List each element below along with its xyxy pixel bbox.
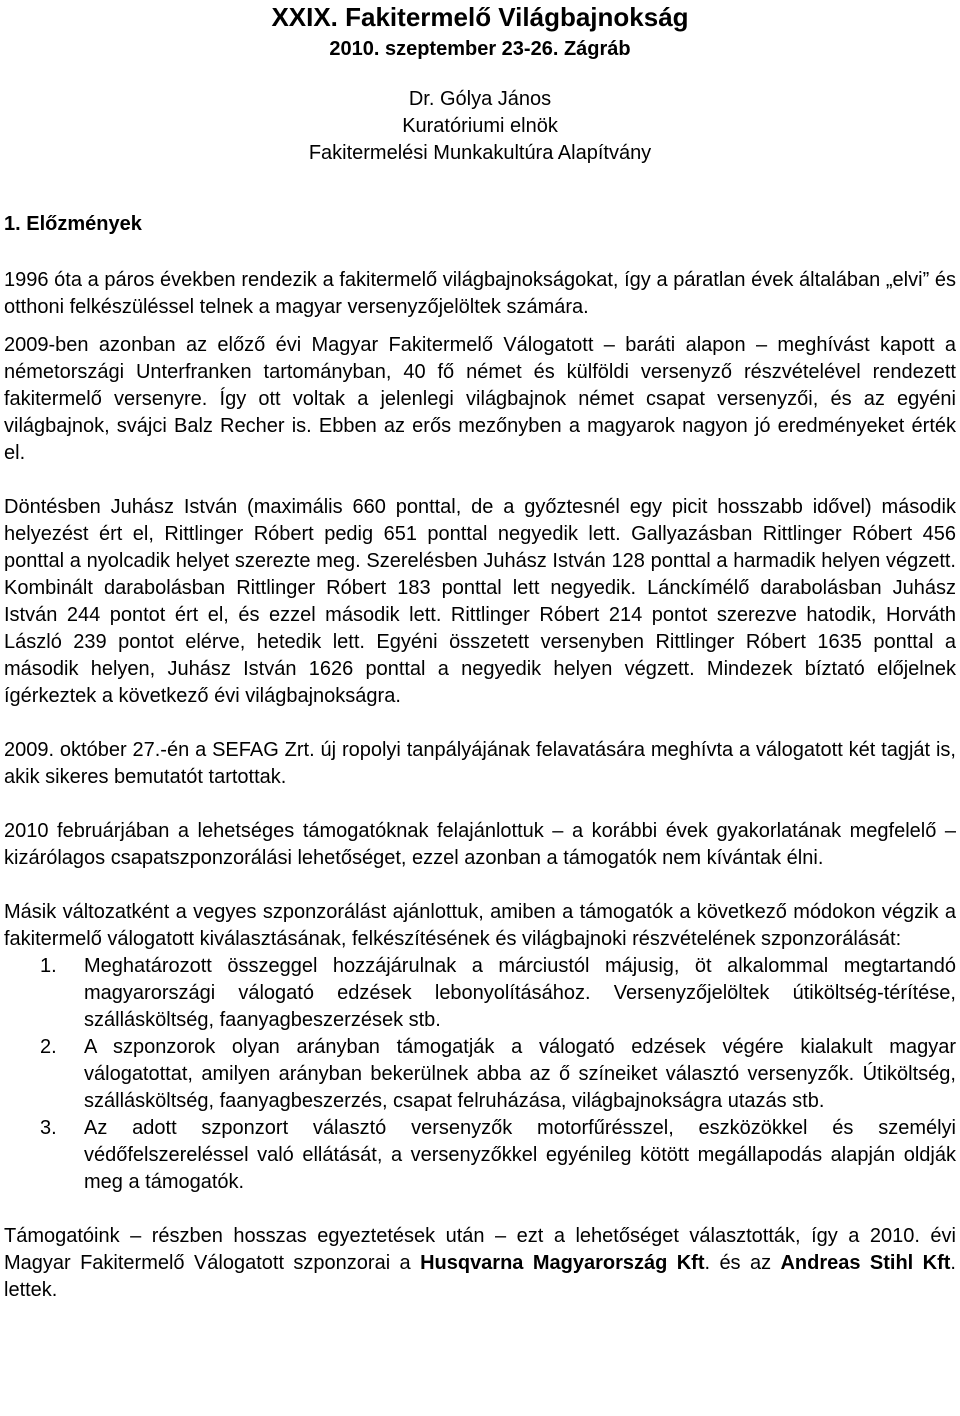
list-item bbox=[4, 1115, 956, 1196]
paragraph-sponsorship-offer: 2010 februárjában a lehetséges támogatóknak felajánlottuk – a korábbi évek gyakorlatának megfelelő – kizárólagos csapatszponzorálási lehetőséget, ezzel azonban a támogatók nem kívántak élni. bbox=[4, 820, 956, 869]
sponsors-text-mid: . és az bbox=[704, 1252, 781, 1274]
section-heading: 1. Előzmények bbox=[4, 213, 142, 235]
list-item-text: A szponzorok olyan arányban támogatják a válogató edzések végére kialakult magyar válogatottat, amilyen arányban bekerülnek abba az ő színeiket választó versenyzők. Útiköltség, szállásköltség, faanyagbeszerzés, csapat felruházása, világbajnokságra utazás stb. bbox=[84, 1036, 956, 1112]
author-role: Kuratóriumi elnök bbox=[402, 115, 558, 137]
paragraph-sponsors-result bbox=[4, 1223, 956, 1304]
document-subtitle: 2010. szeptember 23-26. Zágráb bbox=[329, 38, 631, 60]
paragraph-sefag: 2009. október 27.-én a SEFAG Zrt. új ropolyi tanpályájának felavatására meghívta a válogatott két tagját is, akik sikeres bemutatót tartottak. bbox=[4, 739, 956, 788]
list-item-text: Az adott szponzort választó versenyzők motorfűrésszel, eszközökkel és személyi védőfelszereléssel való ellátását, a versenyzőkkel egyénileg kötött megállapodás alapján oldják meg a támogatók. bbox=[84, 1117, 956, 1193]
author-block bbox=[4, 86, 956, 167]
paragraph-2009-competition: 2009-ben azonban az előző évi Magyar Fakitermelő Válogatott – baráti alapon – meghívást kapott a németországi Unterfranken tartományban, 40 fő német és külföldi versenyző részvételével rendezett fakitermelő versenyre. Így ott voltak a jelenlegi világbajnok német csapat versenyzői, és az egyéni világbajnok, svájci Balz Recher is. Ebben az erős mezőnyben a magyarok nagyon jó eredményeket érték el. bbox=[4, 334, 956, 464]
paragraph-intro: 1996 óta a páros években rendezik a fakitermelő világbajnokságokat, így a páratlan évek általában „elvi” és otthoni felkészüléssel telnek a magyar versenyzőjelöltek számára. bbox=[4, 269, 956, 318]
paragraph-results: Döntésben Juhász István (maximális 660 ponttal, de a győztesnél egy picit hosszabb idővel) második helyezést ért el, Rittlinger Róbert pedig 651 ponttal negyedik lett. Gallyazásban Rittlinger Róbert 456 ponttal a nyolcadik helyet szerezte meg. Szerelésben Juhász István 128 ponttal a harmadik helyen végzett. Kombinált darabolásban Rittlinger Róbert 183 ponttal lett negyedik. Lánckímélő darabolásban Juhász István 244 pontot ért el, és ezzel második lett. Rittlinger Róbert 214 pontot szerezve hatodik, Horváth László 239 pontot elérve, hetedik lett. Egyéni összetett versenyben Rittlinger Róbert 1635 ponttal a második helyen, Juhász István 1626 ponttal a negyedik helyen végzett. Mindezek bíztató előjelnek ígérkeztek a következő évi világbajnokságra. bbox=[4, 496, 956, 707]
document-title: XXIX. Fakitermelő Világbajnokság bbox=[271, 2, 689, 32]
paragraph-mixed-sponsorship: Másik változatként a vegyes szponzorálást ajánlottuk, amiben a támogatók a következő módokon végzik a fakitermelő válogatott kiválasztásának, felkészítésének és világbajnoki részvételének szponzorálását: bbox=[4, 901, 956, 950]
list-item-text: Meghatározott összeggel hozzájárulnak a márciustól májusig, öt alkalommal megtartandó magyarországi válogató edzések lebonyolításához. Versenyzőjelöltek útiköltség-térítése, szállásköltség, faanyagbeszerzések stb. bbox=[84, 955, 956, 1031]
author-name: Dr. Gólya János bbox=[408, 88, 552, 110]
author-organization: Fakitermelési Munkakultúra Alapítvány bbox=[308, 142, 652, 164]
sponsors-text-prefix: Támogatóink – részben hosszas egyeztetések után – ezt a lehetőséget választották, így a 2010. évi Magyar Fakitermelő Válogatott szponzorai a bbox=[4, 1225, 956, 1274]
list-item-number: 1. bbox=[40, 955, 57, 977]
sponsorship-list bbox=[4, 953, 956, 1196]
list-item-number: 2. bbox=[40, 1036, 57, 1058]
list-item bbox=[4, 1034, 956, 1115]
sponsors-text-suffix: . lettek. bbox=[4, 1252, 956, 1301]
sponsor-stihl: Andreas Stihl Kft bbox=[780, 1252, 951, 1274]
sponsor-husqvarna: Husqvarna Magyarország Kft bbox=[420, 1252, 705, 1274]
list-item bbox=[4, 953, 956, 1034]
list-item-number: 3. bbox=[40, 1117, 57, 1139]
document-page bbox=[4, 0, 956, 1304]
